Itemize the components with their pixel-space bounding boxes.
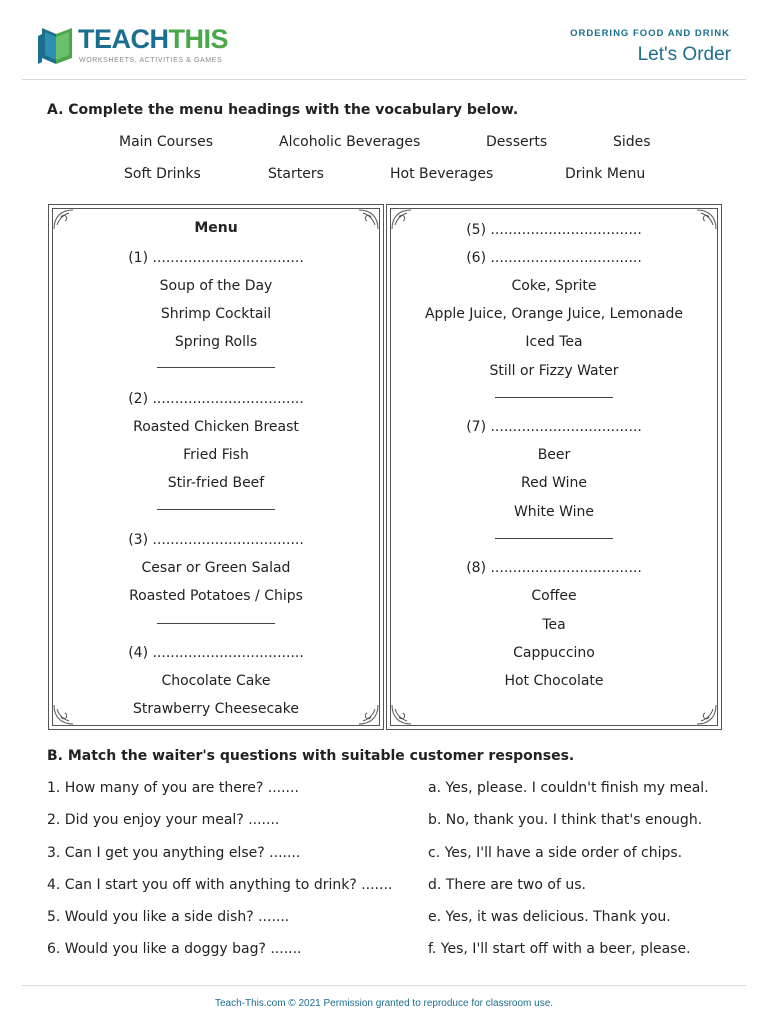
vocab-word: Main Courses [119, 134, 214, 150]
header-divider [22, 79, 746, 80]
vocab-word: Drink Menu [565, 166, 646, 182]
answer-item: f. Yes, I'll start off with a beer, please. [428, 941, 691, 957]
menu-title: Menu [194, 220, 238, 236]
ornament-icon [389, 701, 415, 727]
vocab-word: Hot Beverages [390, 166, 494, 182]
menu-item: Tea [542, 617, 566, 633]
menu-item: Iced Tea [525, 334, 583, 350]
menu-item: Chocolate Cake [161, 673, 271, 689]
ornament-icon [693, 701, 719, 727]
question-item: 6. Would you like a doggy bag? ....... [47, 941, 302, 957]
menu-item: Red Wine [521, 475, 587, 491]
menu-item: Spring Rolls [174, 334, 258, 350]
menu-heading-blank: (5) .................................. [466, 222, 642, 238]
drink-menu-box [386, 204, 722, 730]
menu-divider [495, 538, 613, 539]
menu-item: Hot Chocolate [504, 673, 604, 689]
menu-divider [157, 623, 275, 624]
menu-item: Roasted Potatoes / Chips [129, 588, 303, 604]
question-item: 1. How many of you are there? ....... [47, 780, 299, 796]
answer-item: b. No, thank you. I think that's enough. [428, 812, 703, 828]
menu-item: Fried Fish [183, 447, 249, 463]
menu-divider [157, 367, 275, 368]
menu-divider [495, 397, 613, 398]
worksheet-topic: ORDERING FOOD AND DRINK [570, 28, 730, 39]
question-item: 5. Would you like a side dish? ....... [47, 909, 290, 925]
page-header [0, 0, 768, 80]
menu-heading-blank: (4) .................................. [128, 645, 304, 661]
answer-item: e. Yes, it was delicious. Thank you. [428, 909, 671, 925]
answer-item: a. Yes, please. I couldn't finish my meal. [428, 780, 709, 796]
menu-item: Stir-fried Beef [167, 475, 265, 491]
menu-item: Soup of the Day [159, 278, 273, 294]
answer-item: d. There are two of us. [428, 877, 586, 893]
menu-heading-blank: (7) .................................. [466, 419, 642, 435]
vocab-word: Starters [268, 166, 324, 182]
footer-copyright[interactable]: Teach-This.com © 2021 Permission granted to reproduce for classroom use. [214, 998, 554, 1009]
question-item: 4. Can I start you off with anything to drink? ....... [47, 877, 393, 893]
logo-tagline: WORKSHEETS, ACTIVITIES & GAMES [79, 57, 223, 64]
worksheet-title: Let's Order [637, 44, 731, 65]
answer-item: c. Yes, I'll have a side order of chips. [428, 845, 683, 861]
food-menu-box [48, 204, 384, 730]
menu-heading-blank: (1) .................................. [128, 250, 304, 266]
menu-item: Coke, Sprite [511, 278, 597, 294]
footer-divider [22, 985, 746, 986]
menu-item: Coffee [531, 588, 577, 604]
section-b-heading: B. Match the waiter's questions with suitable customer responses. [47, 748, 575, 764]
menu-heading-blank: (3) .................................. [128, 532, 304, 548]
menu-heading-blank: (6) .................................. [466, 250, 642, 266]
vocab-word: Sides [613, 134, 651, 150]
vocab-word: Soft Drinks [124, 166, 201, 182]
section-a-heading: A. Complete the menu headings with the vocabulary below. [47, 102, 519, 118]
question-item: 2. Did you enjoy your meal? ....... [47, 812, 280, 828]
vocab-word: Alcoholic Beverages [279, 134, 421, 150]
menu-divider [157, 509, 275, 510]
menu-item: Cappuccino [513, 645, 595, 661]
menu-item: Apple Juice, Orange Juice, Lemonade [424, 306, 683, 322]
menu-item: Shrimp Cocktail [160, 306, 272, 322]
menu-item: Beer [537, 447, 571, 463]
menu-heading-blank: (8) .................................. [466, 560, 642, 576]
logo-wordmark: TEACHTHIS [78, 24, 229, 54]
vocab-word: Desserts [486, 134, 548, 150]
menu-item: White Wine [513, 504, 595, 520]
menu-item: Roasted Chicken Breast [133, 419, 299, 435]
book-logo-icon [36, 24, 76, 66]
question-item: 3. Can I get you anything else? ....... [47, 845, 301, 861]
teach-this-logo[interactable] [36, 22, 236, 70]
menu-item: Cesar or Green Salad [141, 560, 291, 576]
menu-item: Still or Fizzy Water [489, 363, 619, 379]
menu-item: Strawberry Cheesecake [133, 701, 299, 717]
menu-heading-blank: (2) .................................. [128, 391, 304, 407]
